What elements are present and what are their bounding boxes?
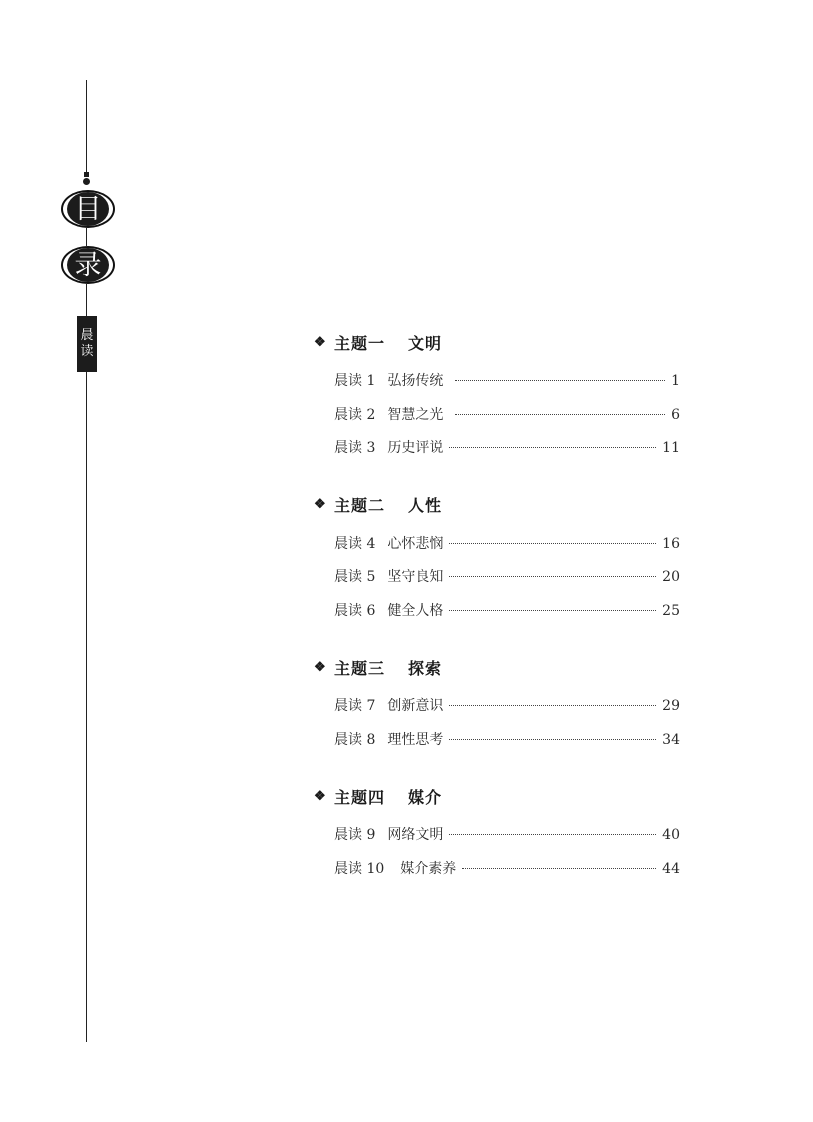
dot-leader [449,705,656,706]
theme-heading[interactable] [314,491,680,519]
theme-name: 探索 [408,658,443,678]
entry-number: 晨读 7 [334,698,376,714]
lantern-heading-1 [61,190,115,228]
theme-number: 主题四 [334,787,386,807]
entry-number: 晨读 1 [334,373,376,389]
theme-name: 媒介 [408,787,443,807]
entry-title: 智慧之光 [387,406,444,423]
entry-title: 心怀悲悯 [387,535,444,552]
page-number: 1 [671,373,680,389]
string-knot-icon [84,172,89,177]
dot-leader [449,543,656,544]
toc-entry[interactable] [334,370,680,404]
theme-name: 人性 [408,496,443,515]
diamond-bullet-icon: ❖ [314,334,327,350]
theme-heading[interactable] [314,782,680,810]
entry-list [334,695,680,762]
toc-entry[interactable] [334,695,680,729]
theme-number: 主题一 [334,333,386,353]
entry-number: 晨读 10 [334,860,385,877]
theme-group [314,653,680,762]
dot-leader [449,739,656,740]
toc-entry[interactable] [334,858,680,892]
toc-entry[interactable] [334,566,680,600]
toc-entry[interactable] [334,824,680,858]
dot-leader [449,834,656,835]
entry-number: 晨读 5 [334,569,376,585]
entry-number: 晨读 4 [334,535,376,552]
theme-name: 文明 [408,333,443,353]
string-bead-icon [83,178,90,185]
entry-number: 晨读 3 [334,440,376,456]
entry-title: 创新意识 [387,698,444,714]
theme-number: 主题二 [334,496,386,515]
tag-char-2: 读 [80,344,94,359]
entry-title: 历史评说 [387,440,444,456]
diamond-bullet-icon: ❖ [314,788,327,804]
toc-entry[interactable] [334,404,680,438]
page-number: 16 [662,535,680,552]
entry-list [334,533,680,634]
hanging-string-lower [86,284,87,316]
entry-title: 媒介素养 [400,860,457,877]
theme-number: 主题三 [334,658,386,678]
entry-title: 理性思考 [387,731,444,748]
entry-number: 晨读 2 [334,406,376,423]
diamond-bullet-icon: ❖ [314,497,327,512]
toc-entry[interactable] [334,533,680,567]
entry-number: 晨读 9 [334,827,376,843]
page-number: 29 [662,698,680,714]
dot-leader [455,380,665,381]
page-number: 44 [662,860,680,877]
theme-group [314,491,680,634]
dot-leader [455,414,665,415]
page-number: 6 [671,406,680,423]
page-number: 20 [662,569,680,585]
tag-char-1: 晨 [80,327,94,343]
theme-heading[interactable] [314,653,680,681]
entry-number: 晨读 6 [334,602,376,619]
entry-title: 弘扬传统 [387,373,444,389]
entry-title: 坚守良知 [387,569,444,585]
lantern-heading-2 [61,246,115,284]
entry-number: 晨读 8 [334,731,376,748]
dot-leader [462,868,656,869]
toc-entry[interactable] [334,600,680,634]
page-number: 34 [662,731,680,748]
entry-title: 网络文明 [387,827,444,843]
page-number: 11 [662,440,680,456]
theme-group [314,328,680,471]
theme-heading[interactable] [314,328,680,356]
entry-title: 健全人格 [387,602,444,619]
theme-group [314,782,680,891]
morning-reading-tag [77,316,97,372]
dot-leader [449,610,656,611]
hanging-string-bottom [86,372,87,1042]
hanging-string-top [86,80,87,176]
dot-leader [449,576,656,577]
entry-list [334,370,680,471]
hanging-string-mid [86,228,87,246]
heading-char-mu: 目 [67,192,109,226]
table-of-contents [314,328,680,911]
entry-list [334,824,680,891]
page-number: 25 [662,602,680,619]
page-number: 40 [662,827,680,843]
toc-entry[interactable] [334,729,680,763]
dot-leader [449,447,656,448]
toc-entry[interactable] [334,437,680,471]
heading-char-lu: 录 [67,248,109,282]
diamond-bullet-icon: ❖ [314,659,327,675]
